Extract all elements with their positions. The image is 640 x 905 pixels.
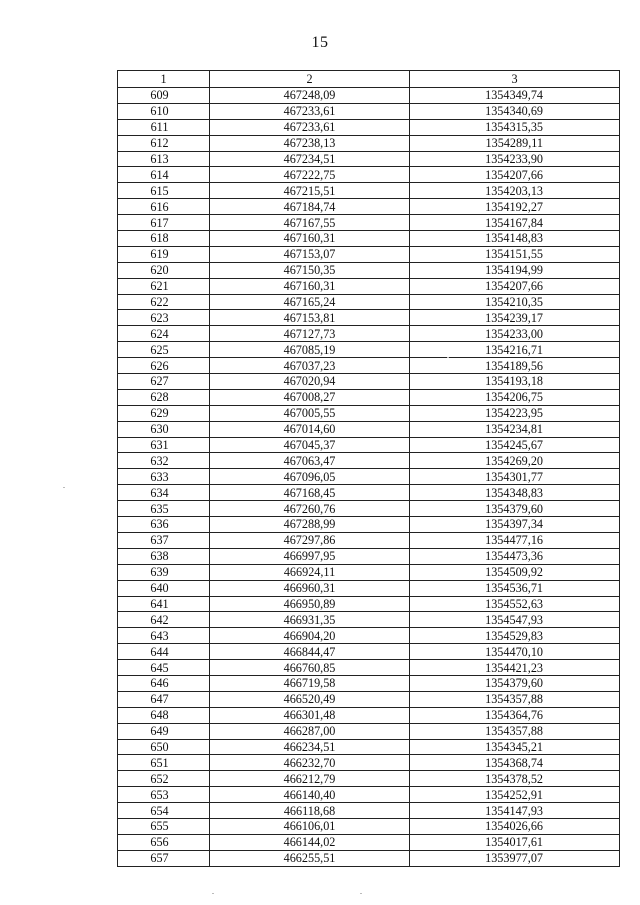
table-row xyxy=(118,771,620,787)
coordinate-x-cell: 467248,09 xyxy=(210,88,410,104)
table-header xyxy=(118,71,620,88)
coordinate-y-cell: 1354345,21 xyxy=(410,739,620,755)
point-number-cell: 611 xyxy=(118,119,210,135)
coordinate-y-cell: 1353977,07 xyxy=(410,850,620,866)
page-number: 15 xyxy=(311,34,329,51)
coordinate-y-cell: 1354269,20 xyxy=(410,453,620,469)
coordinate-x-cell: 466106,01 xyxy=(210,818,410,834)
coordinate-x-cell: 466719,58 xyxy=(210,675,410,691)
table-row xyxy=(118,644,620,660)
coordinate-y-cell: 1354167,84 xyxy=(410,215,620,231)
point-number-cell: 627 xyxy=(118,374,210,390)
coordinate-x-cell: 467165,24 xyxy=(210,294,410,310)
coordinate-x-cell: 467063,47 xyxy=(210,453,410,469)
point-number-cell: 638 xyxy=(118,548,210,564)
coordinate-y-cell: 1354017,61 xyxy=(410,834,620,850)
table-row xyxy=(118,532,620,548)
point-number-cell: 618 xyxy=(118,231,210,247)
coordinate-y-cell: 1354357,88 xyxy=(410,723,620,739)
coordinate-x-cell: 467215,51 xyxy=(210,183,410,199)
coordinate-x-cell: 466234,51 xyxy=(210,739,410,755)
coordinate-y-cell: 1354216,71 xyxy=(410,342,620,358)
point-number-cell: 647 xyxy=(118,691,210,707)
table-row xyxy=(118,278,620,294)
table-row xyxy=(118,691,620,707)
table-row xyxy=(118,215,620,231)
coordinate-y-cell: 1354301,77 xyxy=(410,469,620,485)
point-number-cell: 616 xyxy=(118,199,210,215)
coordinate-y-cell: 1354151,55 xyxy=(410,246,620,262)
point-number-cell: 657 xyxy=(118,850,210,866)
header-col-1: 1 xyxy=(118,71,210,88)
table-row xyxy=(118,119,620,135)
table-row xyxy=(118,183,620,199)
table-row xyxy=(118,564,620,580)
coordinate-x-cell: 466212,79 xyxy=(210,771,410,787)
coordinate-y-cell: 1354315,35 xyxy=(410,119,620,135)
coordinate-y-cell: 1354207,66 xyxy=(410,278,620,294)
table-row xyxy=(118,803,620,819)
point-number-cell: 612 xyxy=(118,135,210,151)
coordinate-x-cell: 466931,35 xyxy=(210,612,410,628)
table-body xyxy=(118,88,620,867)
table-row xyxy=(118,453,620,469)
coordinates-table xyxy=(117,70,620,867)
point-number-cell: 645 xyxy=(118,660,210,676)
coordinate-y-cell: 1354379,60 xyxy=(410,501,620,517)
table-row xyxy=(118,342,620,358)
coordinate-y-cell: 1354207,66 xyxy=(410,167,620,183)
table-row xyxy=(118,405,620,421)
point-number-cell: 624 xyxy=(118,326,210,342)
coordinate-y-cell: 1354147,93 xyxy=(410,803,620,819)
scan-speck xyxy=(447,357,449,358)
point-number-cell: 622 xyxy=(118,294,210,310)
coordinate-y-cell: 1354206,75 xyxy=(410,389,620,405)
coordinate-y-cell: 1354536,71 xyxy=(410,580,620,596)
coordinate-y-cell: 1354357,88 xyxy=(410,691,620,707)
table-row xyxy=(118,231,620,247)
coordinate-x-cell: 466950,89 xyxy=(210,596,410,612)
coordinate-y-cell: 1354233,90 xyxy=(410,151,620,167)
table-row xyxy=(118,374,620,390)
point-number-cell: 654 xyxy=(118,803,210,819)
header-col-3: 3 xyxy=(410,71,620,88)
table-row xyxy=(118,326,620,342)
table-row xyxy=(118,580,620,596)
coordinate-y-cell: 1354477,16 xyxy=(410,532,620,548)
table-row xyxy=(118,548,620,564)
coordinate-y-cell: 1354239,17 xyxy=(410,310,620,326)
coordinate-y-cell: 1354397,34 xyxy=(410,517,620,533)
coordinate-x-cell: 467008,27 xyxy=(210,389,410,405)
coordinate-x-cell: 467127,73 xyxy=(210,326,410,342)
coordinate-x-cell: 467020,94 xyxy=(210,374,410,390)
point-number-cell: 650 xyxy=(118,739,210,755)
coordinate-x-cell: 467238,13 xyxy=(210,135,410,151)
coordinate-x-cell: 466520,49 xyxy=(210,691,410,707)
coordinate-x-cell: 466287,00 xyxy=(210,723,410,739)
coordinate-x-cell: 466924,11 xyxy=(210,564,410,580)
coordinate-x-cell: 466301,48 xyxy=(210,707,410,723)
point-number-cell: 634 xyxy=(118,485,210,501)
table-row xyxy=(118,437,620,453)
table-row xyxy=(118,167,620,183)
coordinate-y-cell: 1354379,60 xyxy=(410,675,620,691)
coordinate-y-cell: 1354552,63 xyxy=(410,596,620,612)
coordinate-y-cell: 1354421,23 xyxy=(410,660,620,676)
point-number-cell: 617 xyxy=(118,215,210,231)
coordinate-x-cell: 466140,40 xyxy=(210,787,410,803)
table-row xyxy=(118,469,620,485)
point-number-cell: 614 xyxy=(118,167,210,183)
table-row xyxy=(118,294,620,310)
coordinate-x-cell: 467153,81 xyxy=(210,310,410,326)
coordinate-x-cell: 467096,05 xyxy=(210,469,410,485)
point-number-cell: 609 xyxy=(118,88,210,104)
coordinate-x-cell: 467167,55 xyxy=(210,215,410,231)
table-row xyxy=(118,88,620,104)
table-row xyxy=(118,707,620,723)
coordinate-x-cell: 467168,45 xyxy=(210,485,410,501)
coordinate-x-cell: 467288,99 xyxy=(210,517,410,533)
coordinate-x-cell: 466760,85 xyxy=(210,660,410,676)
coordinate-y-cell: 1354470,10 xyxy=(410,644,620,660)
point-number-cell: 625 xyxy=(118,342,210,358)
point-number-cell: 653 xyxy=(118,787,210,803)
header-col-2: 2 xyxy=(210,71,410,88)
point-number-cell: 626 xyxy=(118,358,210,374)
coordinate-y-cell: 1354193,18 xyxy=(410,374,620,390)
point-number-cell: 623 xyxy=(118,310,210,326)
table-row xyxy=(118,358,620,374)
coordinate-x-cell: 467222,75 xyxy=(210,167,410,183)
coordinate-y-cell: 1354245,67 xyxy=(410,437,620,453)
table-row xyxy=(118,739,620,755)
scan-speck xyxy=(360,893,362,894)
coordinate-x-cell: 466144,02 xyxy=(210,834,410,850)
table-row xyxy=(118,612,620,628)
coordinate-x-cell: 467085,19 xyxy=(210,342,410,358)
table-row xyxy=(118,818,620,834)
point-number-cell: 637 xyxy=(118,532,210,548)
point-number-cell: 646 xyxy=(118,675,210,691)
point-number-cell: 649 xyxy=(118,723,210,739)
coordinate-x-cell: 467260,76 xyxy=(210,501,410,517)
point-number-cell: 642 xyxy=(118,612,210,628)
point-number-cell: 655 xyxy=(118,818,210,834)
table-row xyxy=(118,262,620,278)
point-number-cell: 640 xyxy=(118,580,210,596)
coordinate-x-cell: 467233,61 xyxy=(210,119,410,135)
coordinate-y-cell: 1354349,74 xyxy=(410,88,620,104)
coordinate-y-cell: 1354189,56 xyxy=(410,358,620,374)
coordinate-x-cell: 466960,31 xyxy=(210,580,410,596)
table-row xyxy=(118,723,620,739)
table-row xyxy=(118,660,620,676)
table-row xyxy=(118,151,620,167)
point-number-cell: 631 xyxy=(118,437,210,453)
coordinate-y-cell: 1354509,92 xyxy=(410,564,620,580)
table-row xyxy=(118,103,620,119)
coordinate-y-cell: 1354192,27 xyxy=(410,199,620,215)
point-number-cell: 652 xyxy=(118,771,210,787)
coordinate-x-cell: 467160,31 xyxy=(210,231,410,247)
point-number-cell: 610 xyxy=(118,103,210,119)
coordinate-y-cell: 1354364,76 xyxy=(410,707,620,723)
point-number-cell: 613 xyxy=(118,151,210,167)
coordinate-x-cell: 466118,68 xyxy=(210,803,410,819)
point-number-cell: 656 xyxy=(118,834,210,850)
coordinate-x-cell: 467005,55 xyxy=(210,405,410,421)
coordinate-y-cell: 1354252,91 xyxy=(410,787,620,803)
table-row xyxy=(118,628,620,644)
table-row xyxy=(118,675,620,691)
coordinate-y-cell: 1354378,52 xyxy=(410,771,620,787)
coordinate-x-cell: 467150,35 xyxy=(210,262,410,278)
point-number-cell: 632 xyxy=(118,453,210,469)
table-row xyxy=(118,421,620,437)
point-number-cell: 643 xyxy=(118,628,210,644)
point-number-cell: 630 xyxy=(118,421,210,437)
coordinate-y-cell: 1354233,00 xyxy=(410,326,620,342)
coordinate-x-cell: 467233,61 xyxy=(210,103,410,119)
coordinate-x-cell: 467297,86 xyxy=(210,532,410,548)
coordinate-y-cell: 1354210,35 xyxy=(410,294,620,310)
point-number-cell: 615 xyxy=(118,183,210,199)
point-number-cell: 648 xyxy=(118,707,210,723)
scan-speck xyxy=(212,893,214,894)
coordinate-x-cell: 467160,31 xyxy=(210,278,410,294)
coordinate-x-cell: 466997,95 xyxy=(210,548,410,564)
coordinate-x-cell: 467014,60 xyxy=(210,421,410,437)
coordinate-y-cell: 1354348,83 xyxy=(410,485,620,501)
point-number-cell: 629 xyxy=(118,405,210,421)
coordinate-x-cell: 466844,47 xyxy=(210,644,410,660)
header-row xyxy=(118,71,620,88)
coordinate-y-cell: 1354203,13 xyxy=(410,183,620,199)
coordinate-x-cell: 467045,37 xyxy=(210,437,410,453)
coordinate-y-cell: 1354368,74 xyxy=(410,755,620,771)
coordinate-y-cell: 1354340,69 xyxy=(410,103,620,119)
point-number-cell: 635 xyxy=(118,501,210,517)
table-row xyxy=(118,517,620,533)
point-number-cell: 651 xyxy=(118,755,210,771)
table-row xyxy=(118,310,620,326)
coordinate-x-cell: 467234,51 xyxy=(210,151,410,167)
coordinate-x-cell: 466255,51 xyxy=(210,850,410,866)
point-number-cell: 633 xyxy=(118,469,210,485)
point-number-cell: 641 xyxy=(118,596,210,612)
coordinate-x-cell: 467153,07 xyxy=(210,246,410,262)
coordinate-x-cell: 466232,70 xyxy=(210,755,410,771)
coordinate-y-cell: 1354473,36 xyxy=(410,548,620,564)
table-row xyxy=(118,485,620,501)
point-number-cell: 644 xyxy=(118,644,210,660)
point-number-cell: 621 xyxy=(118,278,210,294)
point-number-cell: 639 xyxy=(118,564,210,580)
coordinate-y-cell: 1354234,81 xyxy=(410,421,620,437)
coordinate-x-cell: 467037,23 xyxy=(210,358,410,374)
table-row xyxy=(118,246,620,262)
table-row xyxy=(118,787,620,803)
point-number-cell: 628 xyxy=(118,389,210,405)
coordinate-y-cell: 1354148,83 xyxy=(410,231,620,247)
coordinate-x-cell: 467184,74 xyxy=(210,199,410,215)
point-number-cell: 619 xyxy=(118,246,210,262)
table-row xyxy=(118,850,620,866)
table-row xyxy=(118,389,620,405)
coordinate-x-cell: 466904,20 xyxy=(210,628,410,644)
coordinate-y-cell: 1354194,99 xyxy=(410,262,620,278)
coordinate-y-cell: 1354529,83 xyxy=(410,628,620,644)
table-row xyxy=(118,135,620,151)
point-number-cell: 620 xyxy=(118,262,210,278)
point-number-cell: 636 xyxy=(118,517,210,533)
scan-speck xyxy=(63,487,65,488)
table-row xyxy=(118,199,620,215)
table-row xyxy=(118,501,620,517)
table-row xyxy=(118,755,620,771)
coordinate-y-cell: 1354289,11 xyxy=(410,135,620,151)
table-row xyxy=(118,834,620,850)
table-row xyxy=(118,596,620,612)
coordinate-y-cell: 1354547,93 xyxy=(410,612,620,628)
coordinate-y-cell: 1354026,66 xyxy=(410,818,620,834)
coordinate-y-cell: 1354223,95 xyxy=(410,405,620,421)
